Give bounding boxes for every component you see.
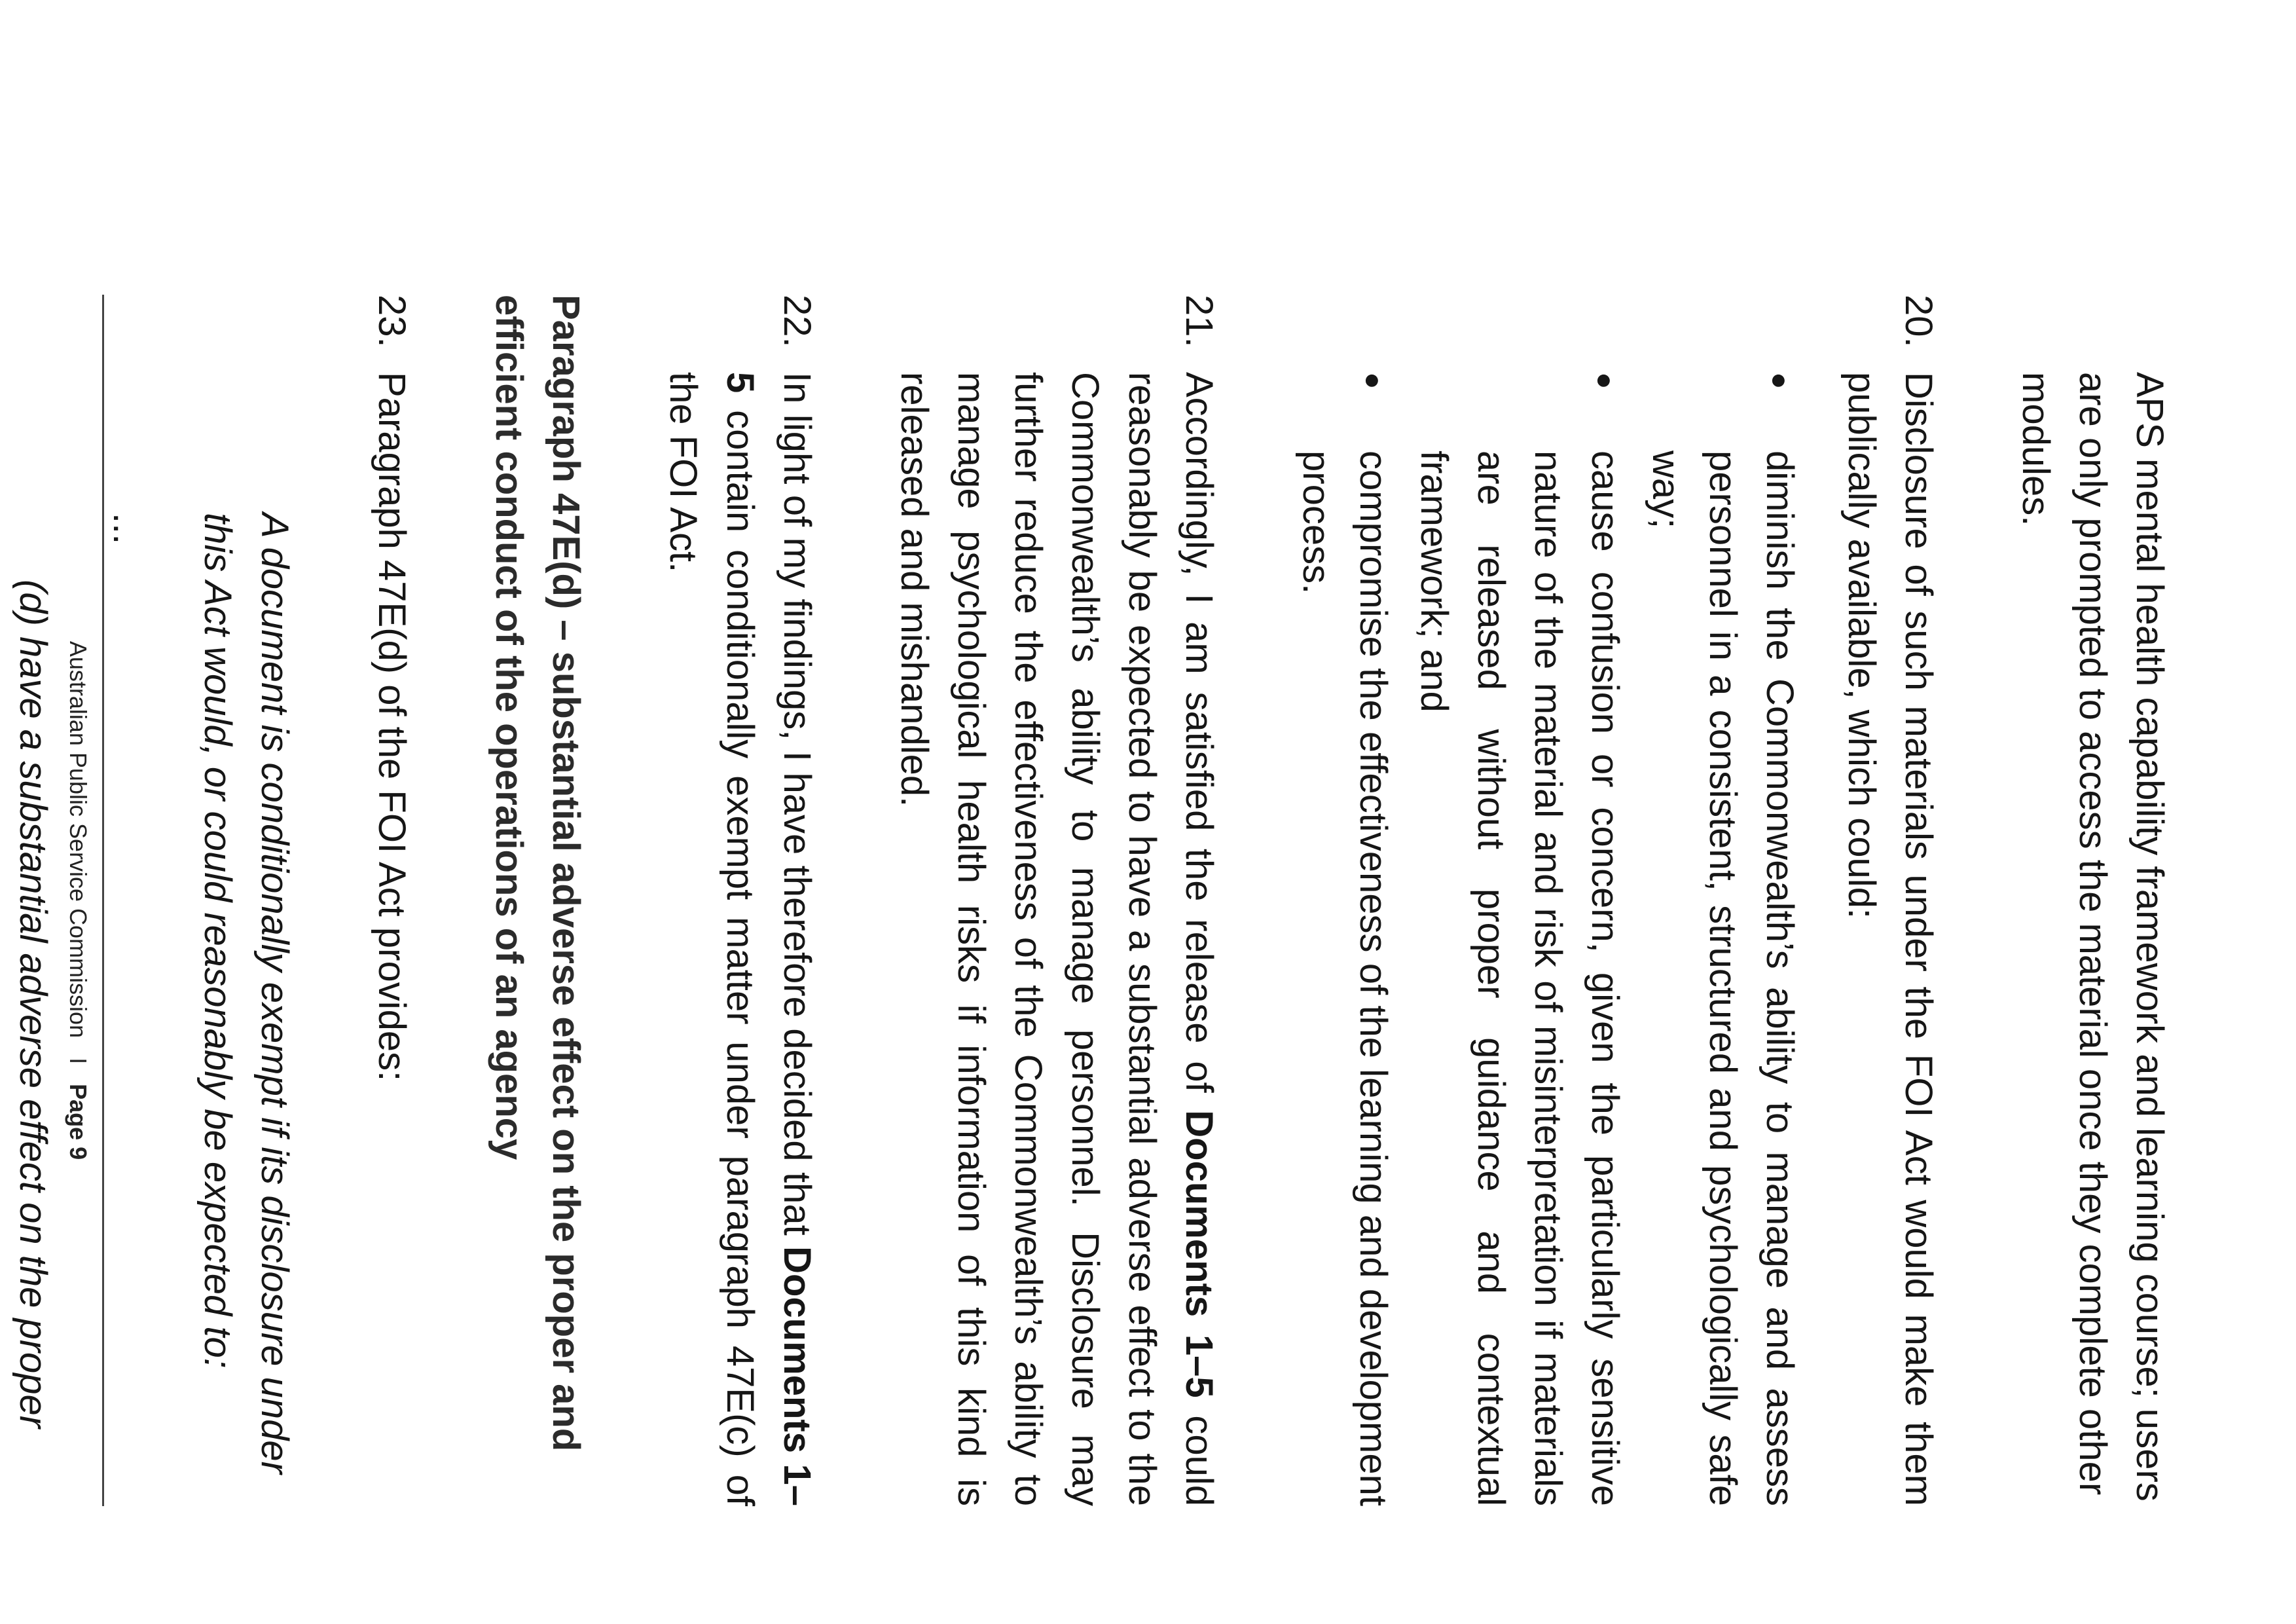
bullet-icon: ● — [1589, 372, 1621, 390]
paragraph-22 — [655, 295, 826, 1506]
footer-separator: I — [65, 1058, 92, 1065]
legislation-quote: A document is conditionally exempt if its disclosure under this Act would, or could reasonably be expected to: — [196, 513, 296, 1474]
bullet-icon: ● — [1764, 372, 1796, 390]
legislation-quote-subparagraph: (d) have a substantial adverse effect on the proper — [12, 580, 54, 1429]
bullet-list — [1288, 295, 1808, 1506]
list-item-text: cause confusion or concern, given the particularly sensitive nature of the material and risk of misinterpretation if materials are released without proper guidance and contextual framework; and — [1413, 451, 1626, 1506]
text-run: In light of my findings, I have therefore decided that — [776, 372, 818, 1247]
paragraph-number: 20. — [1897, 295, 1940, 348]
text-run: contain conditionally exempt matter under paragraph 47E(c) of the FOI Act. — [662, 372, 761, 1506]
list-item — [1637, 372, 1808, 1506]
paragraph-text — [886, 372, 1228, 1506]
quote-ellipsis: ... — [105, 513, 148, 545]
paragraph-text: Paragraph 47E(d) of the FOI Act provides: — [371, 372, 413, 1082]
paragraph-20 — [1833, 295, 1947, 1506]
text-run: could reasonably be expected to have a substantial adverse effect to the Commonwealth’s ability to manage personnel. Disclosure may further reduce the effectiveness of the Commonwealth’s ability to manage psychological health risks if information of this kind is released and mishandled. — [893, 372, 1220, 1506]
paragraph-23 — [363, 295, 420, 1506]
list-item — [1406, 372, 1633, 1506]
list-item — [1288, 372, 1402, 1506]
page-content — [0, 295, 2178, 1506]
page-number: Page 9 — [65, 1084, 92, 1160]
page-footer — [60, 295, 104, 1506]
bold-reference: Documents 1–5 — [1178, 1110, 1220, 1398]
paragraph-text — [655, 372, 826, 1506]
bullet-icon: ● — [1357, 372, 1389, 390]
list-item-text: diminish the Commonwealth’s ability to manage and assess personnel in a consistent, structured and psychologically safe way; — [1645, 451, 1801, 1506]
paragraph-text: Disclosure of such materials under the FOI Act would make them publically available, which could: — [1840, 372, 1940, 1506]
footer-organisation: Australian Public Service Commission — [65, 640, 92, 1039]
paragraph-21 — [886, 295, 1228, 1506]
text-run: Accordingly, I am satisfied the release of — [1178, 372, 1220, 1111]
list-item-text: compromise the effectiveness of the learning and development process. — [1295, 451, 1394, 1506]
section-heading: Paragraph 47E(d) – substantial adverse effect on the proper and efficient conduct of the operations of an agency — [488, 295, 587, 1452]
paragraph-number: 23. — [371, 295, 413, 348]
paragraph-number: 22. — [776, 295, 818, 348]
paragraph-number: 21. — [1178, 295, 1220, 348]
intro-paragraph: APS mental health capability framework and learning course; users are only prompted to access the material once they complete other modules. — [2014, 372, 2171, 1502]
bold-reference: Documents 1–5 — [719, 372, 818, 1506]
